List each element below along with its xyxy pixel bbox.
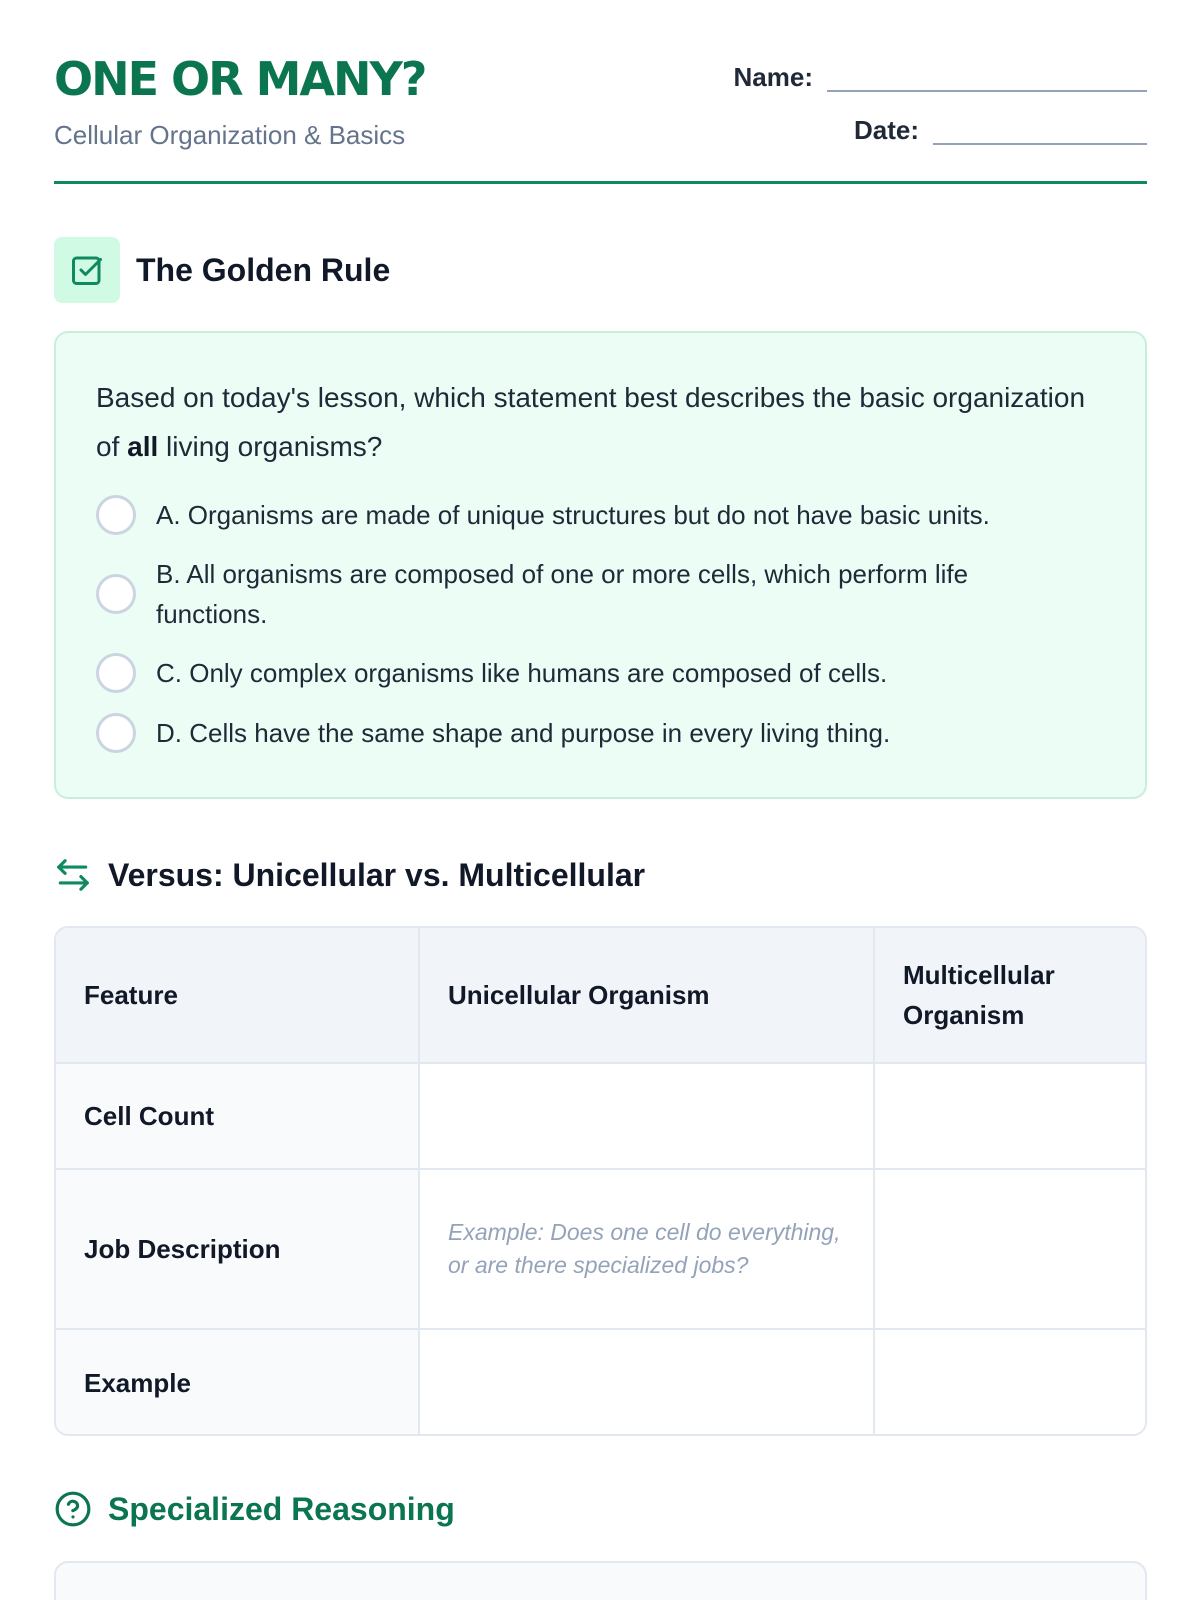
name-label: Name: xyxy=(733,62,813,92)
question-text xyxy=(96,373,1096,471)
radio-d[interactable] xyxy=(96,713,136,753)
option-b-label: B. All organisms are composed of one or more cells, which perform life functions. xyxy=(156,559,969,629)
option-d-label: D. Cells have the same shape and purpose in every living thing. xyxy=(156,718,891,748)
hint-cell[interactable]: Example: Does one cell do everything, or are there specialized jobs? xyxy=(419,1169,874,1329)
date-field xyxy=(854,111,1147,145)
option-c[interactable] xyxy=(96,653,1056,693)
question-part-2: living organisms? xyxy=(158,431,383,462)
question-emphasis: all xyxy=(127,431,159,462)
column-header-multicellular: Multicellular Organism xyxy=(874,928,1147,1063)
row-label-job-description: Job Description xyxy=(56,1169,419,1329)
option-b[interactable] xyxy=(96,554,1056,634)
reasoning-heading xyxy=(54,1490,455,1528)
question-circle-icon xyxy=(54,1490,92,1528)
swap-arrows-icon xyxy=(54,856,92,894)
answer-cell[interactable] xyxy=(419,1063,874,1169)
table-row xyxy=(56,1063,1147,1169)
question-part-1: Based on today's lesson, which statement best describes the basic organization of xyxy=(96,382,1086,462)
row-label-cell-count: Cell Count xyxy=(56,1063,419,1169)
column-header-feature: Feature xyxy=(56,928,419,1063)
golden-rule-title: The Golden Rule xyxy=(136,251,391,288)
comparison-table xyxy=(54,926,1147,1436)
radio-b[interactable] xyxy=(96,574,136,614)
radio-c[interactable] xyxy=(96,653,136,693)
row-label-example: Example xyxy=(56,1329,419,1436)
option-d[interactable] xyxy=(96,713,1056,753)
name-input-line[interactable] xyxy=(827,58,1147,92)
page-subtitle: Cellular Organization & Basics xyxy=(54,120,406,150)
option-c-label: C. Only complex organisms like humans are composed of cells. xyxy=(156,658,888,688)
reasoning-title: Specialized Reasoning xyxy=(108,1490,455,1527)
table-row xyxy=(56,1329,1147,1436)
worksheet-header xyxy=(54,0,1147,184)
table-row xyxy=(56,1169,1147,1329)
versus-title: Versus: Unicellular vs. Multicellular xyxy=(108,856,646,893)
name-field xyxy=(734,58,1147,92)
table-header-row xyxy=(56,928,1147,1063)
page-title: ONE OR MANY? xyxy=(54,52,426,106)
golden-rule-card xyxy=(54,331,1147,799)
answer-cell[interactable] xyxy=(419,1329,874,1436)
answer-cell[interactable] xyxy=(874,1329,1147,1436)
column-header-unicellular: Unicellular Organism xyxy=(419,928,874,1063)
versus-heading xyxy=(54,856,645,894)
checkbox-check-icon xyxy=(54,237,120,303)
answer-cell[interactable] xyxy=(874,1063,1147,1169)
option-a[interactable] xyxy=(96,495,1056,535)
golden-rule-heading xyxy=(54,237,390,303)
answer-cell[interactable] xyxy=(874,1169,1147,1329)
date-label: Date: xyxy=(853,115,919,145)
date-input-line[interactable] xyxy=(933,111,1147,145)
radio-a[interactable] xyxy=(96,495,136,535)
reasoning-card xyxy=(54,1561,1147,1600)
option-a-label: A. Organisms are made of unique structures but do not have basic units. xyxy=(156,500,990,530)
